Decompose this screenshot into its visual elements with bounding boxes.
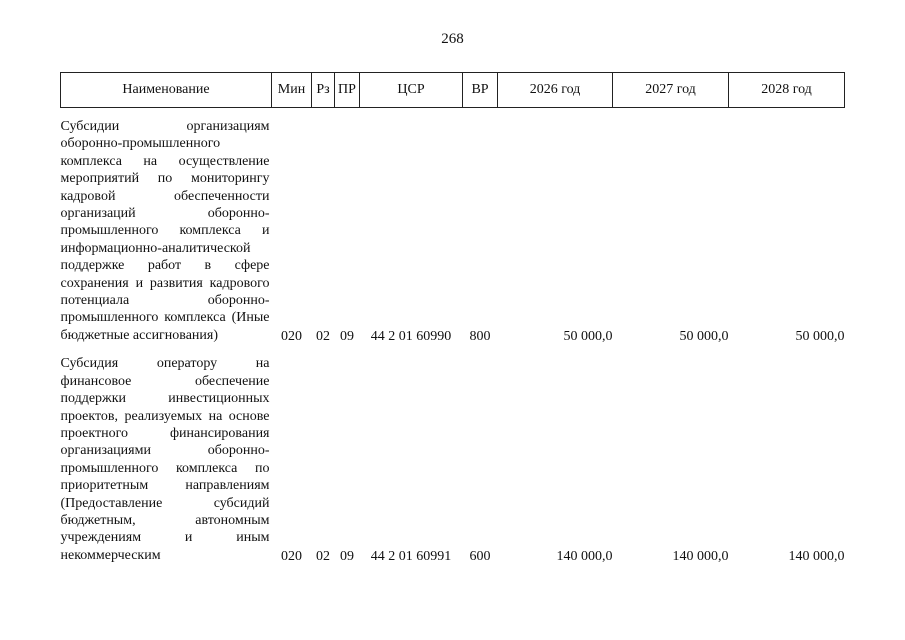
table-body [61,108,845,566]
header-vr: ВР [463,73,498,108]
budget-table [60,72,845,565]
row-2027: 50 000,0 [679,329,729,345]
header-2028: 2028 год [729,73,845,108]
header-name: Наименование [61,73,272,108]
row-pr: 09 [340,549,354,565]
row-vr: 600 [469,549,491,565]
row-2028: 140 000,0 [788,549,845,565]
header-rz: Рз [312,73,335,108]
row-vr: 800 [469,329,491,345]
row-2028: 50 000,0 [795,329,845,345]
row-spacer-cell [61,345,845,355]
row-csr: 44 2 01 60990 [370,329,452,345]
header-pr: ПР [335,73,360,108]
page-number: 268 [441,31,464,47]
table-row [61,108,845,346]
row-2027: 140 000,0 [672,549,729,565]
header-csr: ЦСР [360,73,463,108]
row-pr: 09 [340,329,354,345]
row-min: 020 [281,549,302,565]
row-rz: 02 [316,549,330,565]
header-row [61,73,845,108]
table-row [61,355,845,565]
row-csr: 44 2 01 60991 [370,549,452,565]
row-min: 020 [281,329,302,345]
row-rz: 02 [316,329,330,345]
row-2026: 50 000,0 [563,329,613,345]
header-min: Мин [272,73,312,108]
row-spacer [61,345,845,355]
header-2026: 2026 год [498,73,613,108]
row-name: Субсидии организациям оборонно-промышленного комплекса на осуществление мероприятий по мониторингу кадровой обеспеченности организаций оборонно-промышленного комплекса и информационно-аналитической поддержке работ в сфере сохранения и развития кадрового потенциала оборонно-промышленного комплекса (Иные бюджетные ассигнования) [60,119,270,343]
row-name: Субсидия оператору на финансовое обеспечение поддержки инвестиционных проектов, реализуемых на основе проектного финансирования организациями оборонно-промышленного комплекса по приоритетным направлениям (Предоставление субсидий бюджетным, автономным учреждениям и иным некоммерческим [60,356,270,563]
row-2026: 140 000,0 [556,549,613,565]
header-2027: 2027 год [613,73,729,108]
table-header [61,73,845,108]
